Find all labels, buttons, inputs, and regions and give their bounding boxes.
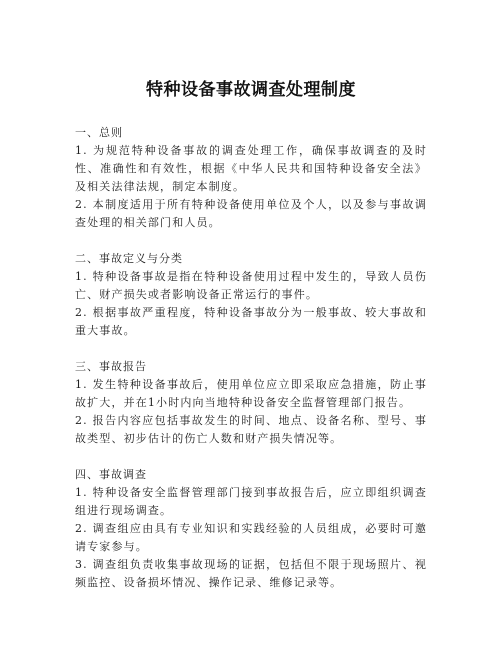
- paragraph: 2. 报告内容应包括事故发生的时间、地点、设备名称、型号、事故类型、初步估计的伤亡人数和财产损失情况等。: [75, 414, 427, 445]
- section-heading: 四、事故调查: [75, 468, 147, 481]
- paragraph: 2. 根据事故严重程度，特种设备事故分为一般事故、较大事故和重大事故。: [75, 306, 427, 337]
- section-report: [75, 358, 427, 448]
- paragraph: 1. 发生特种设备事故后，使用单位应立即采取应急措施，防止事故扩大，并在1小时内向当地特种设备安全监督管理部门报告。: [75, 378, 427, 409]
- section-definition: [75, 250, 427, 340]
- document-body: [75, 124, 427, 610]
- section-investigation: [75, 466, 427, 592]
- section-heading: 三、事故报告: [75, 360, 147, 373]
- paragraph: 1. 特种设备事故是指在特种设备使用过程中发生的，导致人员伤亡、财产损失或者影响设备正常运行的事件。: [75, 270, 427, 301]
- paragraph: 1. 为规范特种设备事故的调查处理工作，确保事故调查的及时性、准确性和有效性，根据《中华人民共和国特种设备安全法》及相关法律法规，制定本制度。: [75, 144, 427, 193]
- paragraph: 3. 调查组负责收集事故现场的证据，包括但不限于现场照片、视频监控、设备损坏情况、操作记录、维修记录等。: [75, 558, 427, 589]
- section-heading: 一、总则: [75, 126, 123, 139]
- paragraph: 2. 调查组应由具有专业知识和实践经验的人员组成，必要时可邀请专家参与。: [75, 522, 427, 553]
- paragraph: 2. 本制度适用于所有特种设备使用单位及个人，以及参与事故调查处理的相关部门和人员。: [75, 198, 427, 229]
- section-heading: 二、事故定义与分类: [75, 252, 183, 265]
- section-general: [75, 124, 427, 232]
- document-title: 特种设备事故调查处理制度: [146, 80, 356, 100]
- paragraph: 1. 特种设备安全监督管理部门接到事故报告后，应立即组织调查组进行现场调查。: [75, 486, 427, 517]
